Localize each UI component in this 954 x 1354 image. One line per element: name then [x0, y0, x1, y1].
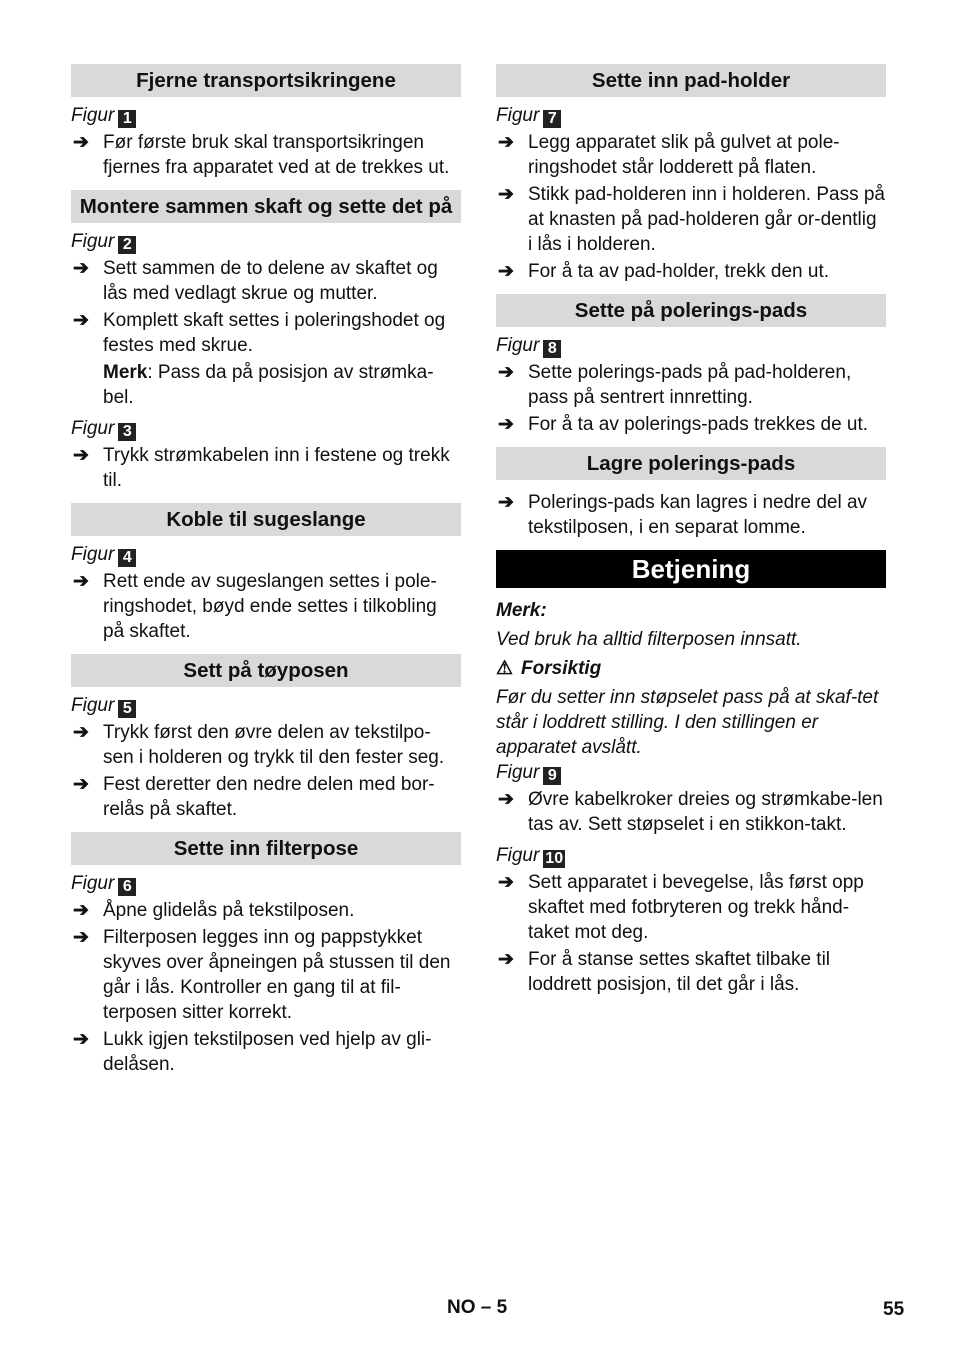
- figure-number-badge: 6: [118, 878, 136, 896]
- arrow-right-icon: ➔: [73, 310, 89, 331]
- section-heading-sugeslange: Koble til sugeslange: [71, 503, 461, 536]
- figure-number-badge: 2: [118, 236, 136, 254]
- note-text: Ved bruk ha alltid filterposen innsatt.: [496, 629, 802, 650]
- arrow-right-icon: ➔: [498, 789, 514, 810]
- figure-label: Figur: [71, 418, 115, 439]
- list-item: [71, 772, 461, 822]
- right-column: [496, 64, 886, 997]
- figure-number-badge: 4: [118, 549, 136, 567]
- list-item-text: Sett sammen de to delene av skaftet og lås med vedlagt skrue og mutter.: [103, 258, 438, 304]
- arrow-right-icon: ➔: [73, 900, 89, 921]
- list-item: [496, 412, 886, 437]
- left-column: [71, 64, 461, 1077]
- warning-triangle-icon: ⚠: [496, 658, 514, 679]
- section-heading-filterpose: Sette inn filterpose: [71, 832, 461, 865]
- list-item: [496, 182, 886, 257]
- list-item: [496, 360, 886, 410]
- footer-section-label: NO – 5: [447, 1297, 508, 1318]
- warning-text: Før du setter inn støpselet pass på at skaf-tet står i loddrett stilling. I den stillingen er apparatet avslått.: [496, 687, 879, 758]
- list-item-text: Stikk pad-holderen inn i holderen. Pass på at knasten på pad-holderen går or-dentlig i lås i holderen.: [528, 184, 886, 255]
- figure-ref-2: [71, 229, 461, 254]
- warning-label: Forsiktig: [521, 658, 602, 679]
- list-item: [71, 443, 461, 493]
- list-item-text: Rett ende av sugeslangen settes i pole-ringshodet, bøyd ende settes i tilkobling på skaftet.: [103, 571, 437, 642]
- list-item-text: Øvre kabelkroker dreies og strømkabe-len tas av. Sett støpselet i en stikkon-takt.: [528, 789, 883, 835]
- figure-label: Figur: [71, 231, 115, 252]
- list-item-text: Trykk strømkabelen inn i festene og trekk til.: [103, 445, 450, 491]
- main-section-heading: Betjening: [496, 550, 886, 588]
- arrow-right-icon: ➔: [73, 774, 89, 795]
- list-item: [496, 787, 886, 837]
- figure-label: Figur: [496, 845, 540, 866]
- figure-label: Figur: [71, 873, 115, 894]
- arrow-right-icon: ➔: [73, 722, 89, 743]
- figure-ref-7: [496, 103, 886, 128]
- section-heading-transport: Fjerne transportsikringene: [71, 64, 461, 97]
- list-item: [71, 898, 461, 923]
- arrow-right-icon: ➔: [498, 184, 514, 205]
- arrow-right-icon: ➔: [498, 362, 514, 383]
- figure-ref-6: [71, 871, 461, 896]
- figure-number-badge: 10: [545, 850, 564, 867]
- section-heading-pad-holder: Sette inn pad-holder: [496, 64, 886, 97]
- list-item-text: For å stanse settes skaftet tilbake til loddrett posisjon, til det går i lås.: [528, 949, 831, 995]
- list-item: [71, 925, 461, 1025]
- list-item: [71, 130, 461, 180]
- warning-heading: [496, 656, 886, 681]
- page-number: 55: [883, 1299, 905, 1320]
- figure-ref-9: [496, 760, 886, 785]
- list-item-text: Sette polerings-pads på pad-holderen, pass på sentrert innretting.: [528, 362, 852, 408]
- note-label: Merk:: [496, 600, 547, 621]
- figure-label: Figur: [496, 762, 540, 783]
- figure-number-badge: 1: [118, 110, 136, 128]
- section-heading-toyposen: Sett på tøyposen: [71, 654, 461, 687]
- figure-number-badge: 9: [543, 767, 561, 785]
- figure-label: Figur: [496, 335, 540, 356]
- list-item-text: For å ta av polerings-pads trekkes de ut.: [528, 414, 869, 435]
- arrow-right-icon: ➔: [498, 872, 514, 893]
- figure-label: Figur: [71, 105, 115, 126]
- section-heading-skaft: Montere sammen skaft og sette det på: [71, 190, 461, 223]
- note-label: Merk: [103, 362, 148, 383]
- list-item: [496, 870, 886, 945]
- section-heading-lagre-pads: Lagre polerings-pads: [496, 447, 886, 480]
- arrow-right-icon: ➔: [73, 132, 89, 153]
- list-item: [71, 256, 461, 306]
- arrow-right-icon: ➔: [498, 414, 514, 435]
- figure-label: Figur: [71, 695, 115, 716]
- list-item-text: Sett apparatet i bevegelse, lås først opp skaftet med fotbryteren og trekk hånd-taket mot deg.: [528, 872, 864, 943]
- list-item: [71, 308, 461, 358]
- arrow-right-icon: ➔: [498, 949, 514, 970]
- list-item: [496, 490, 886, 540]
- figure-ref-5: [71, 693, 461, 718]
- note-text: : Pass da på posisjon av strømka-bel.: [103, 362, 434, 408]
- figure-ref-8: [496, 333, 886, 358]
- figure-ref-3: [71, 416, 461, 441]
- list-item-text: Åpne glidelås på tekstilposen.: [103, 900, 355, 921]
- list-item-text: Komplett skaft settes i poleringshodet og festes med skrue.: [103, 310, 446, 356]
- list-item: [496, 130, 886, 180]
- arrow-right-icon: ➔: [498, 492, 514, 513]
- arrow-right-icon: ➔: [498, 132, 514, 153]
- figure-number-badge: 5: [118, 700, 136, 718]
- list-item-text: Trykk først den øvre delen av tekstilpo-sen i holderen og trykk til den fester seg.: [103, 722, 445, 768]
- arrow-right-icon: ➔: [73, 1029, 89, 1050]
- arrow-right-icon: ➔: [73, 258, 89, 279]
- list-item-text: Fest deretter den nedre delen med bor-relås på skaftet.: [103, 774, 435, 820]
- list-item-text: Lukk igjen tekstilposen ved hjelp av gli-delåsen.: [103, 1029, 432, 1075]
- list-item-text: Før første bruk skal transportsikringen fjernes fra apparatet ved at de trekkes ut.: [103, 132, 450, 178]
- list-item-text: Filterposen legges inn og pappstykket skyves over åpneingen på stussen til den går i lås. Kontroller en gang til at fil-terposen sitter korrekt.: [103, 927, 451, 1023]
- list-item: [71, 1027, 461, 1077]
- arrow-right-icon: ➔: [498, 261, 514, 282]
- list-item-text: For å ta av pad-holder, trekk den ut.: [528, 261, 830, 282]
- figure-label: Figur: [71, 544, 115, 565]
- arrow-right-icon: ➔: [73, 927, 89, 948]
- figure-number-badge: 7: [543, 110, 561, 128]
- arrow-right-icon: ➔: [73, 571, 89, 592]
- list-item: [71, 720, 461, 770]
- figure-ref-4: [71, 542, 461, 567]
- figure-label: Figur: [496, 105, 540, 126]
- figure-number-badge: 3: [118, 423, 136, 441]
- list-item-text: Polerings-pads kan lagres i nedre del av tekstilposen, i en separat lomme.: [528, 492, 868, 538]
- list-item: [496, 947, 886, 997]
- section-heading-polerings-pads: Sette på polerings-pads: [496, 294, 886, 327]
- arrow-right-icon: ➔: [73, 445, 89, 466]
- list-item-text: Legg apparatet slik på gulvet at pole-ringshodet står lodderett på flaten.: [528, 132, 840, 178]
- figure-ref-1: [71, 103, 461, 128]
- figure-number-badge: 8: [543, 340, 561, 358]
- figure-ref-10: [496, 843, 886, 868]
- note: [71, 360, 461, 410]
- list-item: [496, 259, 886, 284]
- list-item: [71, 569, 461, 644]
